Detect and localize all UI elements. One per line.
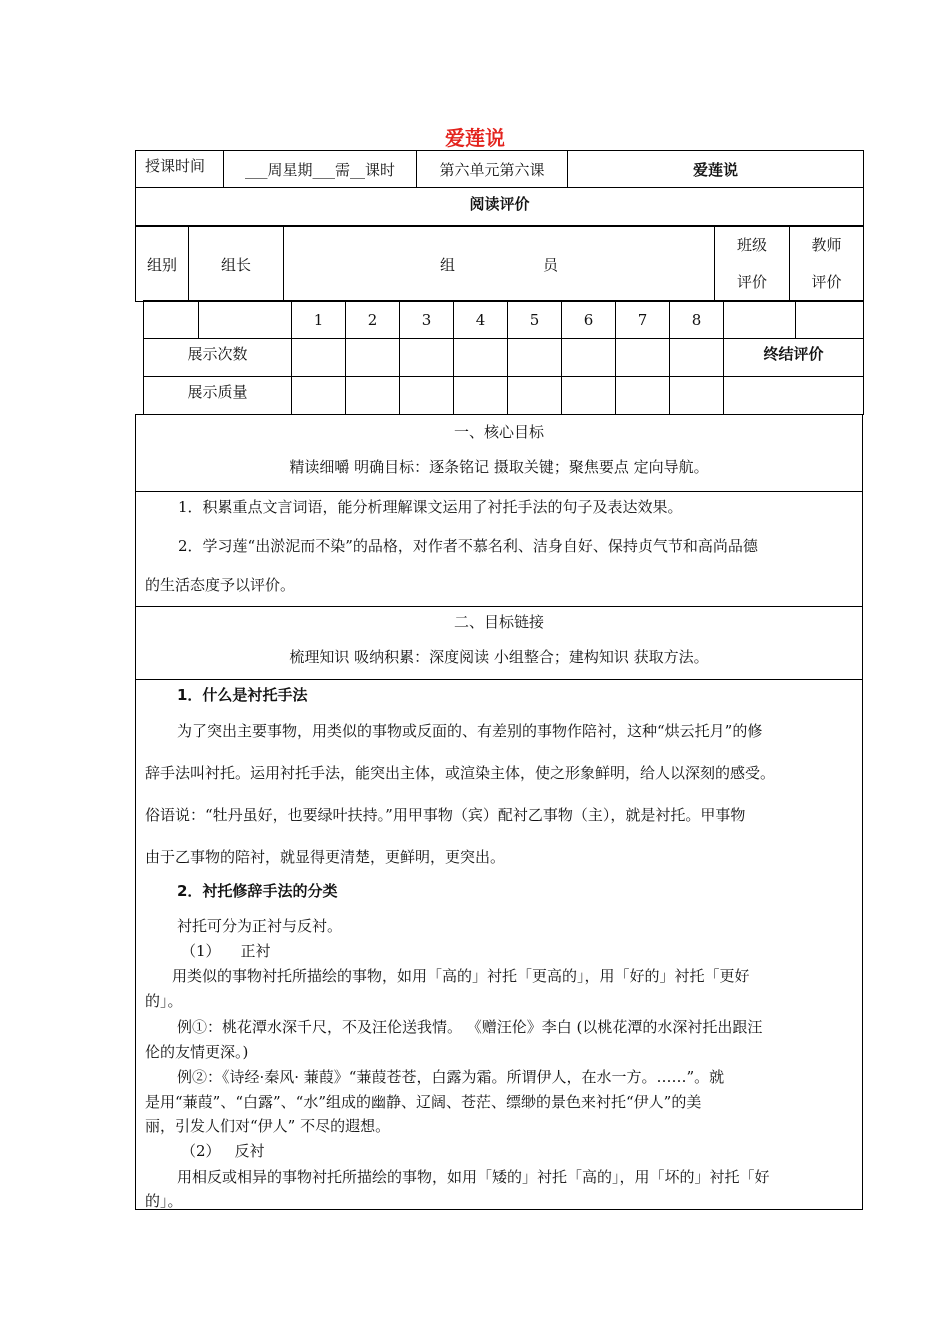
score-num: 6: [562, 301, 616, 339]
score-num: 2: [346, 301, 400, 339]
teacher-eval-line-1: 教师: [811, 236, 842, 254]
cell: [454, 339, 508, 377]
show-quality-label: 展示质量: [144, 377, 292, 415]
negative-contrast-num: （2）: [181, 1142, 221, 1160]
member-char-1: 组: [439, 255, 455, 274]
teacher-eval-line-2: 评价: [811, 273, 842, 291]
header-table: [135, 150, 864, 226]
cell: [400, 339, 454, 377]
para-2: 衬托可分为正衬与反衬。: [177, 917, 343, 935]
teacher-eval-label: [790, 227, 864, 302]
section1-subtitle: 精读细嚼 明确目标：逐条铭记 摄取关键；聚焦要点 定向导航。: [289, 458, 709, 476]
section2-subtitle: 梳理知识 吸纳积累：深度阅读 小组整合；建构知识 获取方法。: [289, 648, 709, 666]
class-eval-line-1: 班级: [736, 236, 767, 254]
score-num: 5: [508, 301, 562, 339]
group-label: 组别: [136, 227, 189, 302]
content-area: [135, 679, 863, 1210]
cell: [292, 377, 346, 415]
score-blank-4: [796, 301, 864, 339]
show-count-label: 展示次数: [144, 339, 292, 377]
time-blank: ___周星期___需__课时: [224, 151, 417, 188]
para-3a: 用类似的事物衬托所描绘的事物，如用「高的」衬托「更高的」，用「好的」衬托「更好: [172, 967, 750, 985]
example-1a: 例①：桃花潭水深千尺，不及汪伦送我情。 《赠汪伦》李白 (以桃花潭的水深衬托出跟汪: [177, 1018, 763, 1036]
goal-item-2b: 的生活态度予以评价。: [145, 576, 296, 594]
positive-contrast-num: （1）: [181, 942, 221, 960]
member-char-2: 员: [543, 255, 559, 274]
unit-label: 第六单元第六课: [417, 151, 568, 188]
class-eval-label: [715, 227, 790, 302]
content-heading-1: 1．什么是衬托手法: [177, 686, 308, 704]
goal-item-1: 1．积累重点文言词语，能分析理解课文运用了衬托手法的句子及表达效果。: [178, 498, 683, 516]
positive-contrast-heading: [181, 940, 271, 961]
example-2a: 例②：《诗经·秦风· 蒹葭》“蒹葭苍苍，白露为霜。所谓伊人，在水一方。……”。就: [177, 1068, 725, 1086]
negative-contrast-label: 反衬: [234, 1142, 265, 1160]
final-eval-cell: [724, 377, 864, 415]
cell: [508, 377, 562, 415]
para-1a: 为了突出主要事物，用类似的事物或反面的、有差别的事物作陪衬，这种“烘云托月”的修: [177, 722, 763, 740]
cell: [400, 377, 454, 415]
goal-item-2a: 2．学习莲“出淤泥而不染”的品格，对作者不慕名利、洁身自好、保持贞气节和高尚品德: [178, 537, 758, 555]
leader-label: 组长: [189, 227, 284, 302]
score-blank-3: [724, 301, 796, 339]
para-4b: 的」。: [145, 1192, 183, 1210]
example-1b: 伦的友情更深。): [145, 1043, 249, 1061]
member-label: [284, 227, 715, 302]
positive-contrast-label: 正衬: [240, 942, 271, 960]
time-label: 授课时间: [136, 151, 224, 188]
section2-heading: 二、目标链接: [453, 613, 544, 631]
score-num: 3: [400, 301, 454, 339]
para-4a: 用相反或相异的事物衬托所描绘的事物，如用「矮的」衬托「高的」，用「坏的」衬托「好: [177, 1168, 770, 1186]
cell: [616, 339, 670, 377]
section-core-goals: [135, 414, 863, 492]
group-table: [135, 226, 864, 302]
example-2b: 是用“蒹葭”、“白露”、“水”组成的幽静、辽阔、苍茫、缥缈的景色来衬托“伊人”的美: [145, 1093, 702, 1111]
reading-eval-heading: 阅读评价: [136, 188, 864, 226]
score-num: 7: [616, 301, 670, 339]
score-num: 8: [670, 301, 724, 339]
cell: [292, 339, 346, 377]
score-blank-1: [144, 301, 199, 339]
page-title: 爱莲说: [445, 126, 505, 150]
cell: [616, 377, 670, 415]
cell: [670, 377, 724, 415]
negative-contrast-heading: [181, 1140, 265, 1161]
para-1d: 由于乙事物的陪衬，就显得更清楚，更鲜明，更突出。: [145, 848, 506, 866]
section-target-link: [135, 606, 863, 680]
cell: [562, 377, 616, 415]
para-3b: 的」。: [145, 992, 183, 1010]
cell: [346, 377, 400, 415]
content-heading-2: 2．衬托修辞手法的分类: [177, 882, 338, 900]
cell: [562, 339, 616, 377]
cell: [454, 377, 508, 415]
score-table: [143, 300, 864, 415]
final-eval-label: 终结评价: [724, 339, 864, 377]
goals-list: [135, 491, 863, 607]
cell: [670, 339, 724, 377]
score-blank-2: [199, 301, 292, 339]
score-num: 4: [454, 301, 508, 339]
class-eval-line-2: 评价: [736, 273, 767, 291]
lesson-title: 爱莲说: [568, 151, 864, 188]
cell: [508, 339, 562, 377]
cell: [346, 339, 400, 377]
example-2c: 丽，引发人们对“伊人” 不尽的遐想。: [145, 1117, 391, 1135]
section1-heading: 一、核心目标: [453, 423, 544, 441]
para-1b: 辞手法叫衬托。运用衬托手法，能突出主体，或渲染主体，使之形象鲜明，给人以深刻的感受。: [145, 764, 776, 782]
para-1c: 俗语说：“牡丹虽好，也要绿叶扶持。”用甲事物（宾）配衬乙事物（主），就是衬托。甲事物: [145, 806, 746, 824]
score-num: 1: [292, 301, 346, 339]
